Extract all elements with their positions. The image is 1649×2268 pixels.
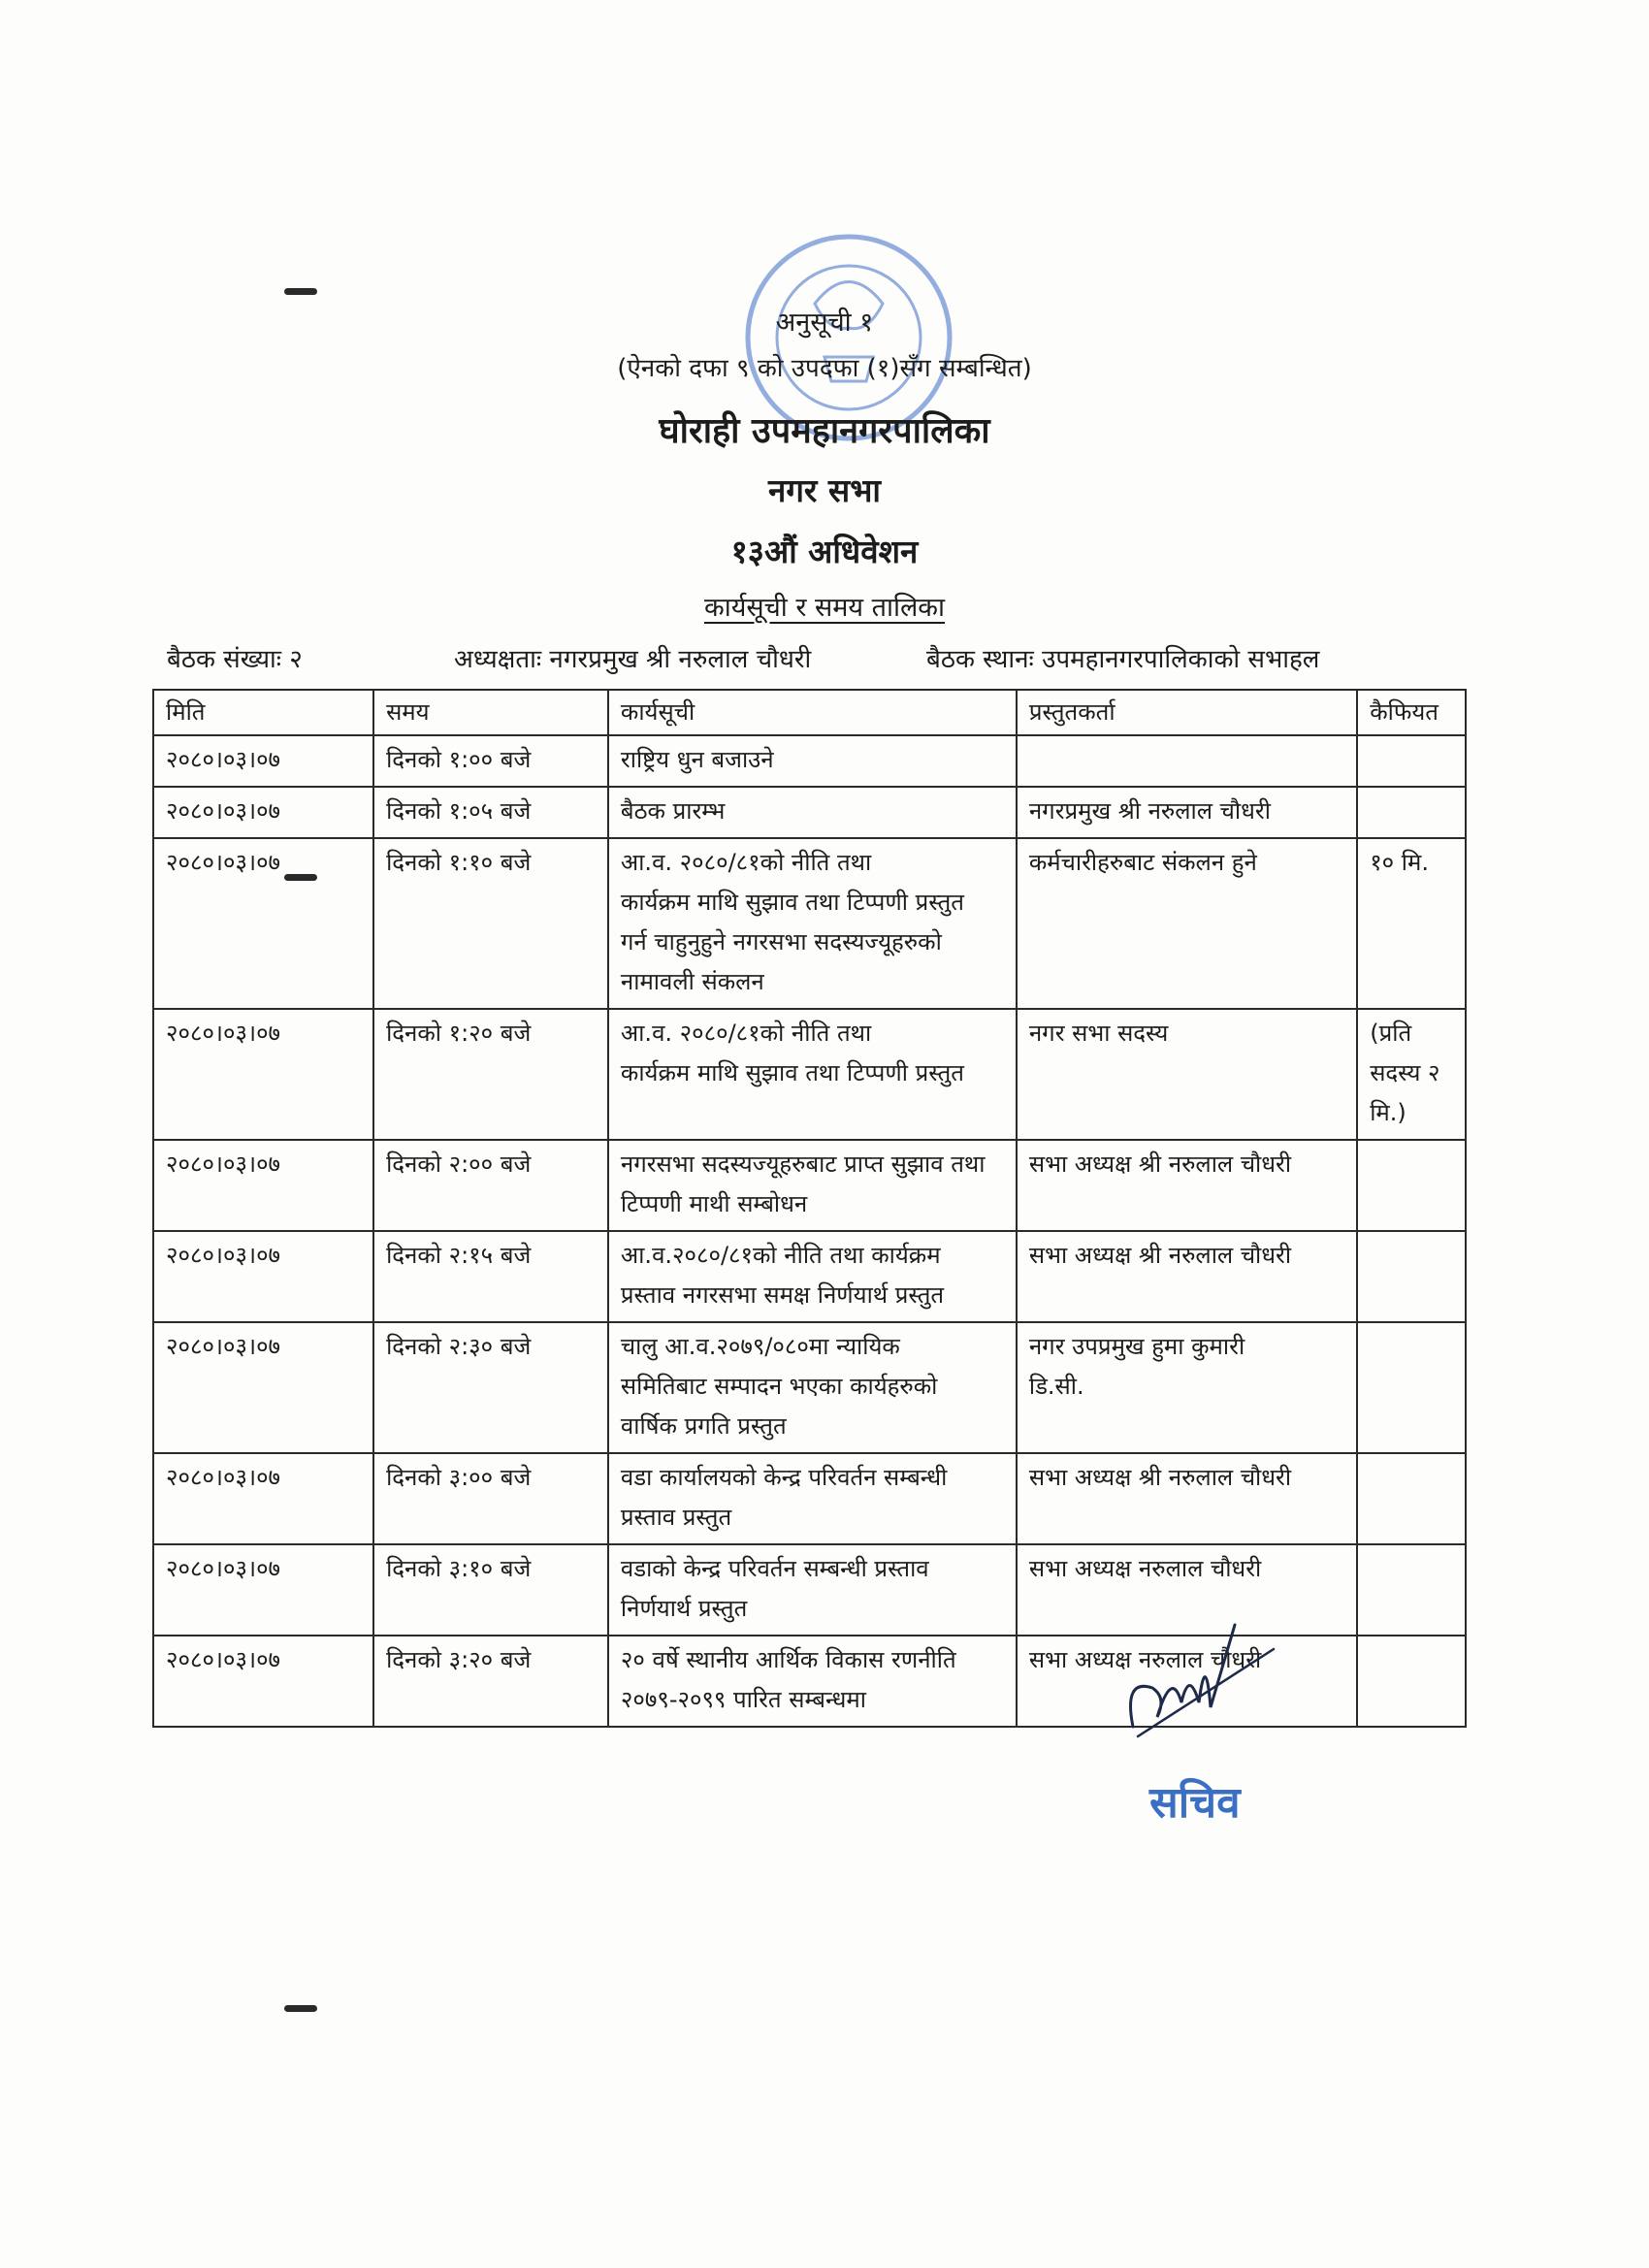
cell-presenter: नगर उपप्रमुख हुमा कुमारी डि.सी. xyxy=(1017,1322,1357,1453)
table-row xyxy=(153,1140,1466,1231)
table-row xyxy=(153,787,1466,838)
cell-date: २०८०।०३।०७ xyxy=(153,735,373,787)
cell-time: दिनको १:०० बजे xyxy=(373,735,608,787)
cell-date: २०८०।०३।०७ xyxy=(153,1544,373,1636)
agenda-table xyxy=(152,689,1467,1728)
table-row xyxy=(153,1009,1466,1140)
cell-remarks xyxy=(1357,735,1466,787)
cell-agenda: राष्ट्रिय धुन बजाउने xyxy=(608,735,1017,787)
table-row xyxy=(153,1322,1466,1453)
cell-remarks: १० मि. xyxy=(1357,838,1466,1009)
session-title: १३औं अधिवेशन xyxy=(730,533,919,570)
header-remarks: कैफियत xyxy=(1357,690,1466,735)
cell-presenter: सभा अध्यक्ष श्री नरुलाल चौधरी xyxy=(1017,1453,1357,1544)
secretary-signature xyxy=(1114,1610,1278,1746)
cell-remarks xyxy=(1357,1544,1466,1636)
meeting-number: बैठक संख्याः २ xyxy=(167,645,303,674)
cell-time: दिनको १:१० बजे xyxy=(373,838,608,1009)
cell-date: २०८०।०३।०७ xyxy=(153,1453,373,1544)
table-header-row xyxy=(153,690,1466,735)
cell-date: २०८०।०३।०७ xyxy=(153,838,373,1009)
header-time: समय xyxy=(373,690,608,735)
cell-agenda: चालु आ.व.२०७९/०८०मा न्यायिक समितिबाट सम्पादन भएका कार्यहरुको वार्षिक प्रगति प्रस्तुत xyxy=(608,1322,1017,1453)
cell-time: दिनको ३:०० बजे xyxy=(373,1453,608,1544)
cell-presenter: नगर सभा सदस्य xyxy=(1017,1009,1357,1140)
secretary-title: सचिव xyxy=(1149,1778,1241,1828)
legal-reference: (ऐनको दफा ९ को उपदफा (१)सँग सम्बन्धित) xyxy=(617,354,1032,383)
cell-remarks xyxy=(1357,1636,1466,1727)
cell-agenda: वडाको केन्द्र परिवर्तन सम्बन्धी प्रस्ताव निर्णयार्थ प्रस्तुत xyxy=(608,1544,1017,1636)
cell-agenda: आ.व. २०८०/८१को नीति तथा कार्यक्रम माथि सुझाव तथा टिप्पणी प्रस्तुत गर्न चाहुनुहुने नगरसभा सदस्यज्यूहरुको नामावली संकलन xyxy=(608,838,1017,1009)
cell-presenter xyxy=(1017,735,1357,787)
cell-presenter: सभा अध्यक्ष नरुलाल चौधरी xyxy=(1017,1544,1357,1636)
office-name: घोराही उपमहानगरपालिका xyxy=(659,411,990,451)
header-agenda: कार्यसूची xyxy=(608,690,1017,735)
table-row xyxy=(153,838,1466,1009)
punch-mark xyxy=(284,2005,317,2012)
header-date: मिति xyxy=(153,690,373,735)
table-row xyxy=(153,1231,1466,1322)
cell-remarks xyxy=(1357,1140,1466,1231)
cell-presenter: सभा अध्यक्ष श्री नरुलाल चौधरी xyxy=(1017,1231,1357,1322)
assembly-name: नगर सभा xyxy=(768,471,881,509)
cell-time: दिनको २:१५ बजे xyxy=(373,1231,608,1322)
cell-time: दिनको १:०५ बजे xyxy=(373,787,608,838)
cell-remarks xyxy=(1357,1453,1466,1544)
cell-time: दिनको २:०० बजे xyxy=(373,1140,608,1231)
cell-time: दिनको ३:१० बजे xyxy=(373,1544,608,1636)
cell-remarks: (प्रति सदस्य २ मि.) xyxy=(1357,1009,1466,1140)
cell-remarks xyxy=(1357,1231,1466,1322)
cell-agenda: २० वर्षे स्थानीय आर्थिक विकास रणनीति २०७९-२०९९ पारित सम्बन्धमा xyxy=(608,1636,1017,1727)
agenda-table-body xyxy=(153,735,1466,1727)
agenda-title xyxy=(0,588,1649,624)
cell-date: २०८०।०३।०७ xyxy=(153,1140,373,1231)
cell-date: २०८०।०३।०७ xyxy=(153,1231,373,1322)
cell-date: २०८०।०३।०७ xyxy=(153,1636,373,1727)
cell-time: दिनको ३:२० बजे xyxy=(373,1636,608,1727)
cell-date: २०८०।०३।०७ xyxy=(153,787,373,838)
punch-mark xyxy=(284,288,317,295)
annex-label: अनुसूची १ xyxy=(775,308,874,338)
meeting-venue: बैठक स्थानः उपमहानगरपालिकाको सभाहल xyxy=(926,645,1320,674)
cell-agenda: आ.व.२०८०/८१को नीति तथा कार्यक्रम प्रस्ताव नगरसभा समक्ष निर्णयार्थ प्रस्तुत xyxy=(608,1231,1017,1322)
cell-presenter: सभा अध्यक्ष श्री नरुलाल चौधरी xyxy=(1017,1140,1357,1231)
cell-agenda: नगरसभा सदस्यज्यूहरुबाट प्राप्त सुझाव तथा टिप्पणी माथी सम्बोधन xyxy=(608,1140,1017,1231)
meeting-chair: अध्यक्षताः नगरप्रमुख श्री नरुलाल चौधरी xyxy=(454,645,812,674)
cell-time: दिनको १:२० बजे xyxy=(373,1009,608,1140)
header-presenter: प्रस्तुतकर्ता xyxy=(1017,690,1357,735)
cell-agenda: आ.व. २०८०/८१को नीति तथा कार्यक्रम माथि सुझाव तथा टिप्पणी प्रस्तुत xyxy=(608,1009,1017,1140)
cell-time: दिनको २:३० बजे xyxy=(373,1322,608,1453)
cell-presenter: नगरप्रमुख श्री नरुलाल चौधरी xyxy=(1017,787,1357,838)
cell-agenda: वडा कार्यालयको केन्द्र परिवर्तन सम्बन्धी प्रस्ताव प्रस्तुत xyxy=(608,1453,1017,1544)
cell-presenter: कर्मचारीहरुबाट संकलन हुने xyxy=(1017,838,1357,1009)
cell-date: २०८०।०३।०७ xyxy=(153,1322,373,1453)
table-row xyxy=(153,735,1466,787)
cell-presenter: सभा अध्यक्ष नरुलाल चौधरी xyxy=(1017,1636,1357,1727)
cell-agenda: बैठक प्रारम्भ xyxy=(608,787,1017,838)
table-row xyxy=(153,1453,1466,1544)
cell-remarks xyxy=(1357,1322,1466,1453)
cell-date: २०८०।०३।०७ xyxy=(153,1009,373,1140)
cell-remarks xyxy=(1357,787,1466,838)
agenda-title-text: कार्यसूची र समय तालिका xyxy=(703,593,946,623)
